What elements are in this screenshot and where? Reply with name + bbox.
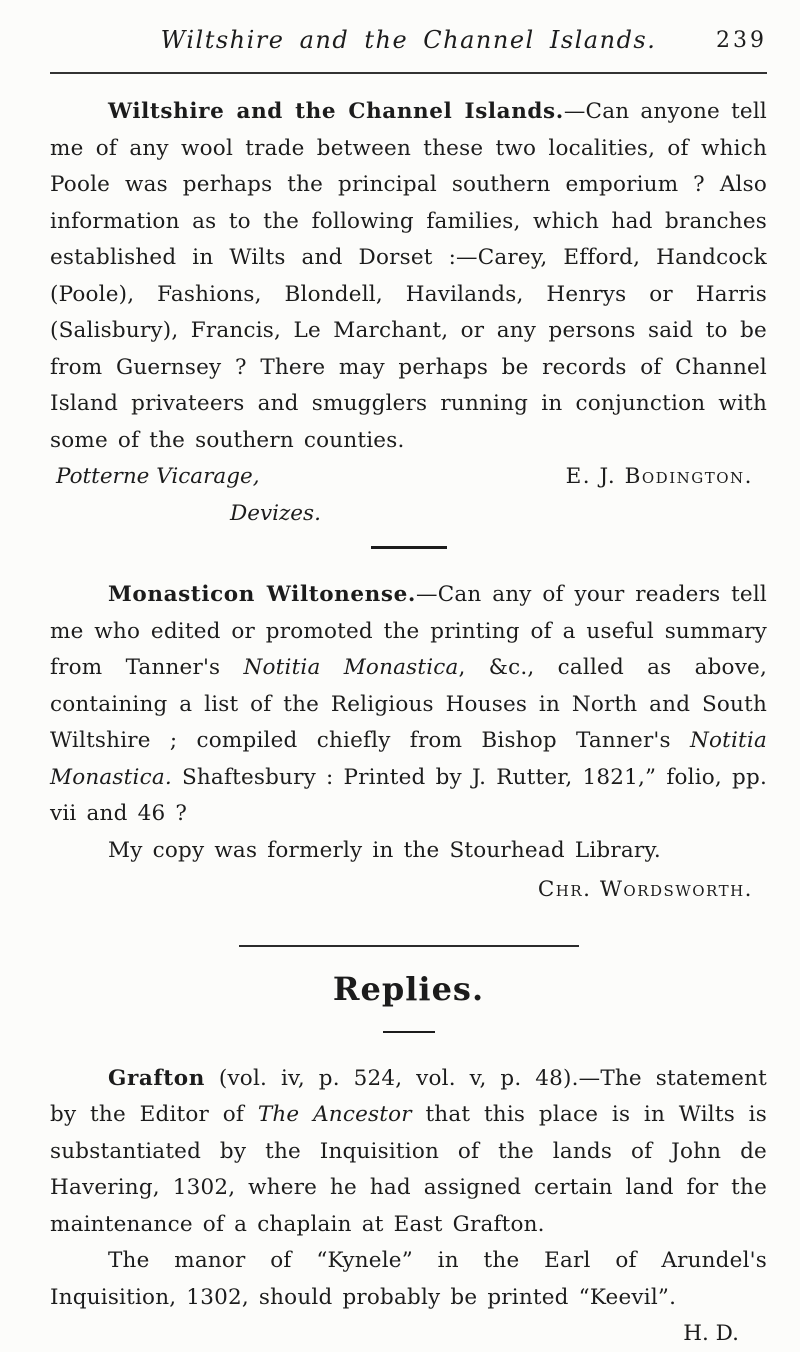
book-title-the-ancestor: The Ancestor [257, 1102, 412, 1127]
reply-grafton-body-1: (vol. iv, p. 524, vol. v, p. 48).—The statement by the Editor of [50, 1065, 767, 1127]
page-number: 239 [716, 28, 767, 53]
header-rule [50, 72, 767, 74]
query-wiltshire-paragraph [50, 94, 767, 459]
running-title: Wiltshire and the Channel Islands. [160, 26, 657, 54]
reply-grafton-heading: Grafton [108, 1065, 205, 1091]
signature-author-hd: H. D. [683, 1321, 739, 1346]
signature-author-wordsworth: Chr. Wordsworth. [537, 877, 753, 902]
query-monasticon-postscript: My copy was formerly in the Stourhead Library. [108, 837, 661, 863]
replies-heading-dash [383, 1031, 435, 1033]
replies-section-rule [239, 945, 579, 947]
reply-grafton-paragraph [50, 1061, 767, 1244]
query-monasticon-body-1: —Can any of your readers tell me who edited or promoted the printing of a useful summary from Tanner's [50, 582, 767, 680]
book-title-notitia-monastica: Notitia Monastica [243, 655, 459, 680]
signature-row [50, 459, 767, 496]
replies-section-heading: Replies. [332, 969, 485, 1008]
signature-author-bodington: E. J. Bodington. [565, 464, 753, 489]
query-monasticon-body-2: , &c., called as above, containing a list of the Religious Houses in North and South Wiltshire ; compiled chiefly from Bishop Tanner's [50, 655, 767, 753]
reply-grafton-body-2: that this place is in Wilts is substantiated by the Inquisition of the lands of John de Havering, 1302, where he had assigned certain land for the maintenance of a chaplain at East Grafton. [50, 1102, 767, 1237]
page-header [50, 26, 767, 60]
query-monasticon-body-3: Shaftesbury : Printed by J. Rutter, 1821,” folio, pp. vii and 46 ? [50, 764, 767, 826]
book-title-notitia-monastica-2: Notitia Monastica. [50, 728, 767, 790]
section-divider-dash [371, 546, 447, 549]
query-wiltshire-heading: Wiltshire and the Channel Islands. [108, 99, 564, 124]
reply-grafton-paragraph-2: The manor of “Kynele” in the Earl of Arundel's Inquisition, 1302, should probably be printed “Keevil”. [50, 1248, 767, 1310]
query-monasticon-paragraph [50, 577, 767, 833]
signature-place-line2: Devizes. [230, 500, 321, 526]
signature-place-line1: Potterne Vicarage, [56, 464, 260, 489]
query-wiltshire-body: —Can anyone tell me of any wool trade between these two localities, of which Poole was perhaps the principal southern emporium ? Also information as to the following families, which had branches established in Wilts and Dorset :—Carey, Efford, Handcock (Poole), Fashions, Blondell, Havilands, Henrys or Harris (Salisbury), Francis, Le Marchant, or any persons said to be from Guernsey ? There may perhaps be records of Channel Island privateers and smugglers running in conjunction with some of the southern counties. [50, 99, 767, 453]
query-monasticon-heading: Monasticon Wiltonense. [108, 582, 416, 607]
